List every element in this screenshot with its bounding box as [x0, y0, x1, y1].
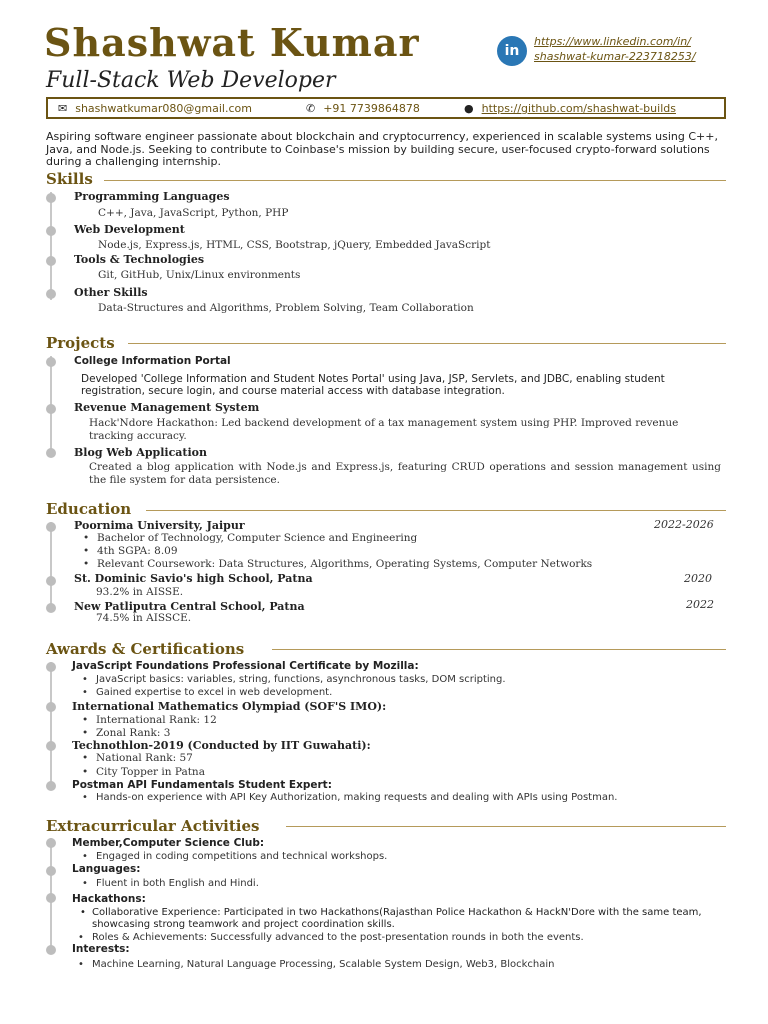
- education-year: 2022-2026: [654, 518, 714, 531]
- timeline-dot: [46, 866, 56, 876]
- award-detail: • Gained expertise to excel in web development.: [96, 687, 332, 698]
- award-name: Postman API Fundamentals Student Expert:: [72, 779, 332, 791]
- linkedin-link-line2[interactable]: shashwat-kumar-223718253/: [534, 50, 696, 63]
- contact-bar: [46, 97, 726, 119]
- education-detail: 74.5% in AISSCE.: [96, 612, 192, 624]
- skill-list: C++, Java, JavaScript, Python, PHP: [98, 207, 289, 219]
- activity-name: Member,Computer Science Club:: [72, 837, 265, 849]
- timeline-dot: [46, 256, 56, 266]
- skill-list: Git, GitHub, Unix/Linux environments: [98, 269, 301, 281]
- activity-detail: [80, 907, 726, 931]
- timeline-dot: [46, 522, 56, 532]
- award-detail: • National Rank: 57: [96, 752, 193, 764]
- timeline-dot: [46, 702, 56, 712]
- skills-heading: Skills: [46, 170, 93, 188]
- projects-divider: [128, 343, 726, 344]
- project-description: Developed 'College Information and Student Notes Portal' using Java, JSP, Servlets, and JDBC, enabling student registration, secure login, and course material access with database integration.: [81, 373, 665, 397]
- candidate-name: Shashwat Kumar: [44, 20, 420, 65]
- project-description: Hack'Ndore Hackathon: Led backend development of a tax management system using PHP. Improved revenue tracking accuracy.: [89, 417, 679, 442]
- activity-name: Languages:: [72, 863, 141, 875]
- phone-icon: ✆: [306, 102, 316, 115]
- github-link[interactable]: https://github.com/shashwat-builds: [481, 102, 676, 115]
- skill-list: Data-Structures and Algorithms, Problem Solving, Team Collaboration: [98, 302, 474, 314]
- skill-category: Other Skills: [74, 286, 148, 299]
- activity-detail: • Fluent in both English and Hindi.: [96, 878, 259, 889]
- skill-list: Node.js, Express.js, HTML, CSS, Bootstrap, jQuery, Embedded JavaScript: [98, 239, 491, 251]
- skill-category: Programming Languages: [74, 190, 230, 203]
- project-description: Created a blog application with Node.js and Express.js, featuring CRUD operations and session management using the file system for data persistence.: [89, 461, 721, 486]
- timeline-dot: [46, 741, 56, 751]
- award-detail: • Hands-on experience with API Key Authorization, making requests and dealing with APIs using Postman.: [96, 792, 617, 803]
- project-name: Revenue Management System: [74, 401, 260, 414]
- activity-detail: • Roles & Achievements: Successfully advanced to the post-presentation rounds in both the events.: [92, 932, 584, 943]
- timeline-dot: [46, 603, 56, 613]
- education-rail: [50, 522, 52, 606]
- award-detail: • City Topper in Patna: [96, 766, 205, 778]
- education-year: 2022: [686, 598, 714, 611]
- email-link[interactable]: shashwatkumar080@gmail.com: [75, 102, 252, 115]
- awards-rail: [50, 662, 52, 790]
- skill-category: Web Development: [74, 223, 185, 236]
- project-name: College Information Portal: [74, 355, 231, 367]
- activity-detail: • Engaged in coding competitions and technical workshops.: [96, 851, 387, 862]
- awards-divider: [272, 649, 726, 650]
- activity-name: Interests:: [72, 943, 130, 955]
- timeline-dot: [46, 945, 56, 955]
- extracurricular-divider: [286, 826, 726, 827]
- education-detail: 93.2% in AISSE.: [96, 586, 184, 598]
- timeline-dot: [46, 662, 56, 672]
- award-detail: • JavaScript basics: variables, string, functions, asynchronous tasks, DOM scripting.: [96, 674, 506, 685]
- awards-heading: Awards & Certifications: [46, 640, 245, 658]
- extracurricular-heading: Extracurricular Activities: [46, 817, 260, 835]
- timeline-dot: [46, 838, 56, 848]
- timeline-dot: [46, 226, 56, 236]
- linkedin-link[interactable]: [534, 34, 696, 64]
- timeline-dot: [46, 448, 56, 458]
- timeline-dot: [46, 404, 56, 414]
- award-name: Technothlon-2019 (Conducted by IIT Guwahati):: [72, 739, 371, 752]
- award-detail: • Zonal Rank: 3: [96, 727, 170, 739]
- activity-detail: • Machine Learning, Natural Language Processing, Scalable System Design, Web3, Blockchain: [92, 959, 555, 970]
- timeline-dot: [46, 576, 56, 586]
- timeline-dot: [46, 781, 56, 791]
- timeline-dot: [46, 193, 56, 203]
- education-detail: • Relevant Coursework: Data Structures, Algorithms, Operating Systems, Computer Networks: [97, 558, 592, 570]
- skills-divider: [104, 180, 726, 181]
- skill-category: Tools & Technologies: [74, 253, 205, 266]
- github-icon: ●: [464, 102, 474, 115]
- timeline-dot: [46, 893, 56, 903]
- projects-heading: Projects: [46, 334, 115, 352]
- timeline-dot: [46, 289, 56, 299]
- mail-icon: ✉: [58, 102, 68, 115]
- summary-text: Aspiring software engineer passionate about blockchain and cryptocurrency, experienced in scalable systems using C++, Java, and Node.js. Seeking to contribute to Coinbase's mission by building secure, user-focused crypto-forward solutions during a challenging internship.: [46, 130, 718, 168]
- award-detail: • International Rank: 12: [96, 714, 217, 726]
- award-name: International Mathematics Olympiad (SOF'S IMO):: [72, 700, 387, 713]
- education-divider: [146, 510, 726, 511]
- school-name: Poornima University, Jaipur: [74, 519, 245, 532]
- linkedin-icon: in: [497, 36, 527, 66]
- phone-number: +91 7739864878: [323, 102, 420, 115]
- project-name: Blog Web Application: [74, 446, 208, 459]
- education-heading: Education: [46, 500, 132, 518]
- school-name: New Patliputra Central School, Patna: [74, 600, 305, 613]
- timeline-dot: [46, 357, 56, 367]
- skills-rail: [50, 192, 52, 300]
- activity-name: Hackathons:: [72, 893, 146, 905]
- award-name: JavaScript Foundations Professional Certificate by Mozilla:: [72, 660, 419, 672]
- bullet-icon: •: [80, 907, 86, 918]
- education-detail: • 4th SGPA: 8.09: [97, 545, 178, 557]
- job-title: Full-Stack Web Developer: [46, 68, 336, 93]
- education-detail: • Bachelor of Technology, Computer Science and Engineering: [97, 532, 417, 544]
- education-year: 2020: [684, 572, 712, 585]
- activity-detail-text: Collaborative Experience: Participated in two Hackathons(Rajasthan Police Hackathon & HackN'Dore with the same team, showcasing strong teamwork and project coordination skills.: [92, 907, 702, 930]
- linkedin-link-line1[interactable]: https://www.linkedin.com/in/: [534, 35, 691, 48]
- school-name: St. Dominic Savio's high School, Patna: [74, 572, 313, 585]
